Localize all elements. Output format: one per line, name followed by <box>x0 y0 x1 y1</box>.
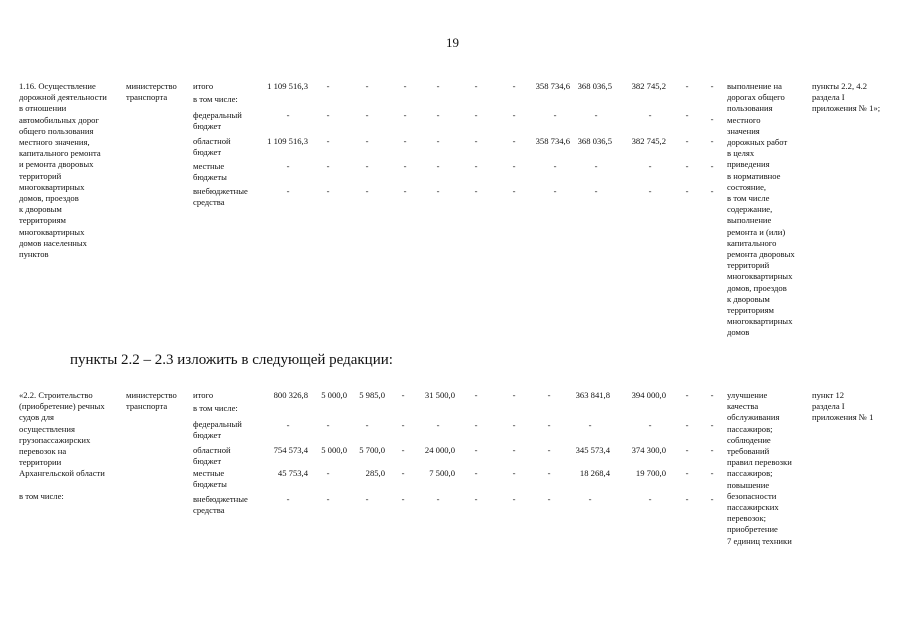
value-cell: - <box>401 445 405 455</box>
source-federal: федеральный бюджет <box>193 419 242 441</box>
value-cell: - <box>648 494 652 504</box>
value-cell: - <box>401 420 405 430</box>
value-cell: - <box>326 420 330 430</box>
value-cell: - <box>594 110 598 120</box>
value-cell: 382 745,2 <box>631 81 666 91</box>
value-cell: - <box>547 468 551 478</box>
value-cell: - <box>474 445 478 455</box>
value-cell: - <box>547 494 551 504</box>
value-cell: - <box>365 136 369 146</box>
source-local: местные бюджеты <box>193 468 227 490</box>
value-cell: - <box>710 186 714 196</box>
value-cell: 363 841,8 <box>575 390 610 400</box>
value-cell: - <box>685 390 689 400</box>
value-cell: - <box>401 494 405 504</box>
value-cell: 345 573,4 <box>575 445 610 455</box>
source-total: итого <box>193 390 214 400</box>
value-cell: - <box>512 136 516 146</box>
executor: министерство транспорта <box>126 390 177 412</box>
value-cell: - <box>436 420 440 430</box>
value-cell: - <box>365 494 369 504</box>
value-cell: - <box>326 186 330 196</box>
value-cell: - <box>710 420 714 430</box>
value-cell: - <box>685 468 689 478</box>
value-cell: 358 734,6 <box>535 136 570 146</box>
value-cell: - <box>710 390 714 400</box>
value-cell: 18 268,4 <box>579 468 610 478</box>
value-cell: - <box>710 494 714 504</box>
value-cell: - <box>436 81 440 91</box>
value-cell: - <box>512 420 516 430</box>
value-cell: - <box>436 136 440 146</box>
value-cell: 754 573,4 <box>273 445 308 455</box>
reference: пункт 12 раздела I приложения № 1 <box>812 390 874 423</box>
value-cell: - <box>512 186 516 196</box>
value-cell: - <box>436 161 440 171</box>
value-cell: - <box>286 420 290 430</box>
value-cell: - <box>474 81 478 91</box>
value-cell: - <box>286 186 290 196</box>
value-cell: - <box>710 81 714 91</box>
value-cell: - <box>553 110 557 120</box>
value-cell: 24 000,0 <box>424 445 455 455</box>
value-cell: - <box>710 161 714 171</box>
value-cell: - <box>547 390 551 400</box>
value-cell: - <box>685 445 689 455</box>
value-cell: - <box>474 186 478 196</box>
value-cell: - <box>286 110 290 120</box>
value-cell: - <box>401 468 405 478</box>
value-cell: - <box>710 445 714 455</box>
table-row-1 <box>0 81 905 351</box>
value-cell: - <box>474 390 478 400</box>
value-cell: - <box>710 468 714 478</box>
value-cell: - <box>326 468 330 478</box>
table-row-2 <box>0 390 905 550</box>
reference: пункты 2.2, 4.2 раздела I приложения № 1»; <box>812 81 881 114</box>
expected-result: выполнение на дорогах общего пользования местного значения дорожных работ в целях приведения в нормативное состояние, в том числе содержание, выполнение ремонта и (или) капитального ремонта дворовых территорий многоквартирных домов, проездов к дворовым территориям многоквартирных домов <box>727 81 795 338</box>
page-number: 19 <box>446 35 459 50</box>
value-cell: 1 109 516,3 <box>267 136 308 146</box>
value-cell: - <box>512 390 516 400</box>
value-cell: - <box>685 186 689 196</box>
source-regional: областной бюджет <box>193 136 231 158</box>
item-description: 1.16. Осуществление дорожной деятельности в отношении автомобильных дорог общего пользования местного значения, капитального ремонта и ремонта дворовых территорий многоквартирных домов, проездов к дворовым территориям многоквартирных домов населенных пунктов <box>19 81 107 260</box>
value-cell: 800 326,8 <box>273 390 308 400</box>
value-cell: - <box>365 110 369 120</box>
value-cell: - <box>512 81 516 91</box>
source-extrabudget: внебюджетные средства <box>193 494 248 516</box>
value-cell: - <box>512 494 516 504</box>
value-cell: - <box>648 420 652 430</box>
section-heading: пункты 2.2 – 2.3 изложить в следующей редакции: <box>70 352 393 368</box>
value-cell: 31 500,0 <box>424 390 455 400</box>
value-cell: 382 745,2 <box>631 136 666 146</box>
source-federal: федеральный бюджет <box>193 110 242 132</box>
value-cell: - <box>553 186 557 196</box>
value-cell: - <box>436 186 440 196</box>
value-cell: 394 000,0 <box>631 390 666 400</box>
value-cell: - <box>648 186 652 196</box>
value-cell: - <box>474 494 478 504</box>
value-cell: - <box>588 494 592 504</box>
value-cell: - <box>594 186 598 196</box>
value-cell: - <box>512 110 516 120</box>
value-cell: - <box>512 468 516 478</box>
value-cell: - <box>547 445 551 455</box>
value-cell: - <box>474 161 478 171</box>
value-cell: - <box>365 420 369 430</box>
value-cell: 368 036,5 <box>577 136 612 146</box>
value-cell: - <box>512 445 516 455</box>
source-regional: областной бюджет <box>193 445 231 467</box>
value-cell: - <box>326 136 330 146</box>
value-cell: - <box>403 186 407 196</box>
value-cell: - <box>512 161 516 171</box>
value-cell: - <box>685 81 689 91</box>
value-cell: - <box>648 161 652 171</box>
value-cell: 5 000,0 <box>321 445 347 455</box>
value-cell: 5 985,0 <box>359 390 385 400</box>
value-cell: - <box>403 110 407 120</box>
source-local: местные бюджеты <box>193 161 227 183</box>
source-including: в том числе: <box>193 94 238 104</box>
value-cell: - <box>401 390 405 400</box>
value-cell: 358 734,6 <box>535 81 570 91</box>
value-cell: - <box>685 494 689 504</box>
source-total: итого <box>193 81 214 91</box>
value-cell: 1 109 516,3 <box>267 81 308 91</box>
value-cell: - <box>474 110 478 120</box>
value-cell: - <box>403 136 407 146</box>
value-cell: 5 700,0 <box>359 445 385 455</box>
value-cell: - <box>326 161 330 171</box>
value-cell: - <box>403 161 407 171</box>
value-cell: - <box>474 136 478 146</box>
value-cell: 19 700,0 <box>635 468 666 478</box>
value-cell: 374 300,0 <box>631 445 666 455</box>
value-cell: - <box>594 161 598 171</box>
item-description: «2.2. Строительство (приобретение) речных судов для осуществления грузопассажирских перевозок на территории Архангельской области в том числе: <box>19 390 105 501</box>
source-extrabudget: внебюджетные средства <box>193 186 248 208</box>
value-cell: - <box>326 110 330 120</box>
value-cell: - <box>326 494 330 504</box>
value-cell: - <box>436 110 440 120</box>
value-cell: - <box>685 161 689 171</box>
value-cell: - <box>588 420 592 430</box>
value-cell: - <box>365 161 369 171</box>
value-cell: - <box>286 494 290 504</box>
value-cell: - <box>474 420 478 430</box>
source-including: в том числе: <box>193 403 238 413</box>
value-cell: 285,0 <box>365 468 385 478</box>
value-cell: - <box>685 110 689 120</box>
value-cell: 368 036,5 <box>577 81 612 91</box>
value-cell: 45 753,4 <box>277 468 308 478</box>
value-cell: - <box>648 110 652 120</box>
value-cell: - <box>710 136 714 146</box>
value-cell: - <box>365 186 369 196</box>
value-cell: - <box>685 420 689 430</box>
value-cell: - <box>474 468 478 478</box>
value-cell: - <box>326 81 330 91</box>
value-cell: - <box>286 161 290 171</box>
value-cell: - <box>436 494 440 504</box>
value-cell: 7 500,0 <box>429 468 455 478</box>
value-cell: - <box>365 81 369 91</box>
executor: министерство транспорта <box>126 81 177 103</box>
value-cell: - <box>553 161 557 171</box>
value-cell: - <box>710 114 714 124</box>
expected-result: улучшение качества обслуживания пассажиров; соблюдение требований правил перевозки пассажиров; повышение безопасности пассажирских перевозок; приобретение 7 единиц техники <box>727 390 792 546</box>
value-cell: - <box>403 81 407 91</box>
value-cell: - <box>685 136 689 146</box>
value-cell: - <box>547 420 551 430</box>
value-cell: 5 000,0 <box>321 390 347 400</box>
